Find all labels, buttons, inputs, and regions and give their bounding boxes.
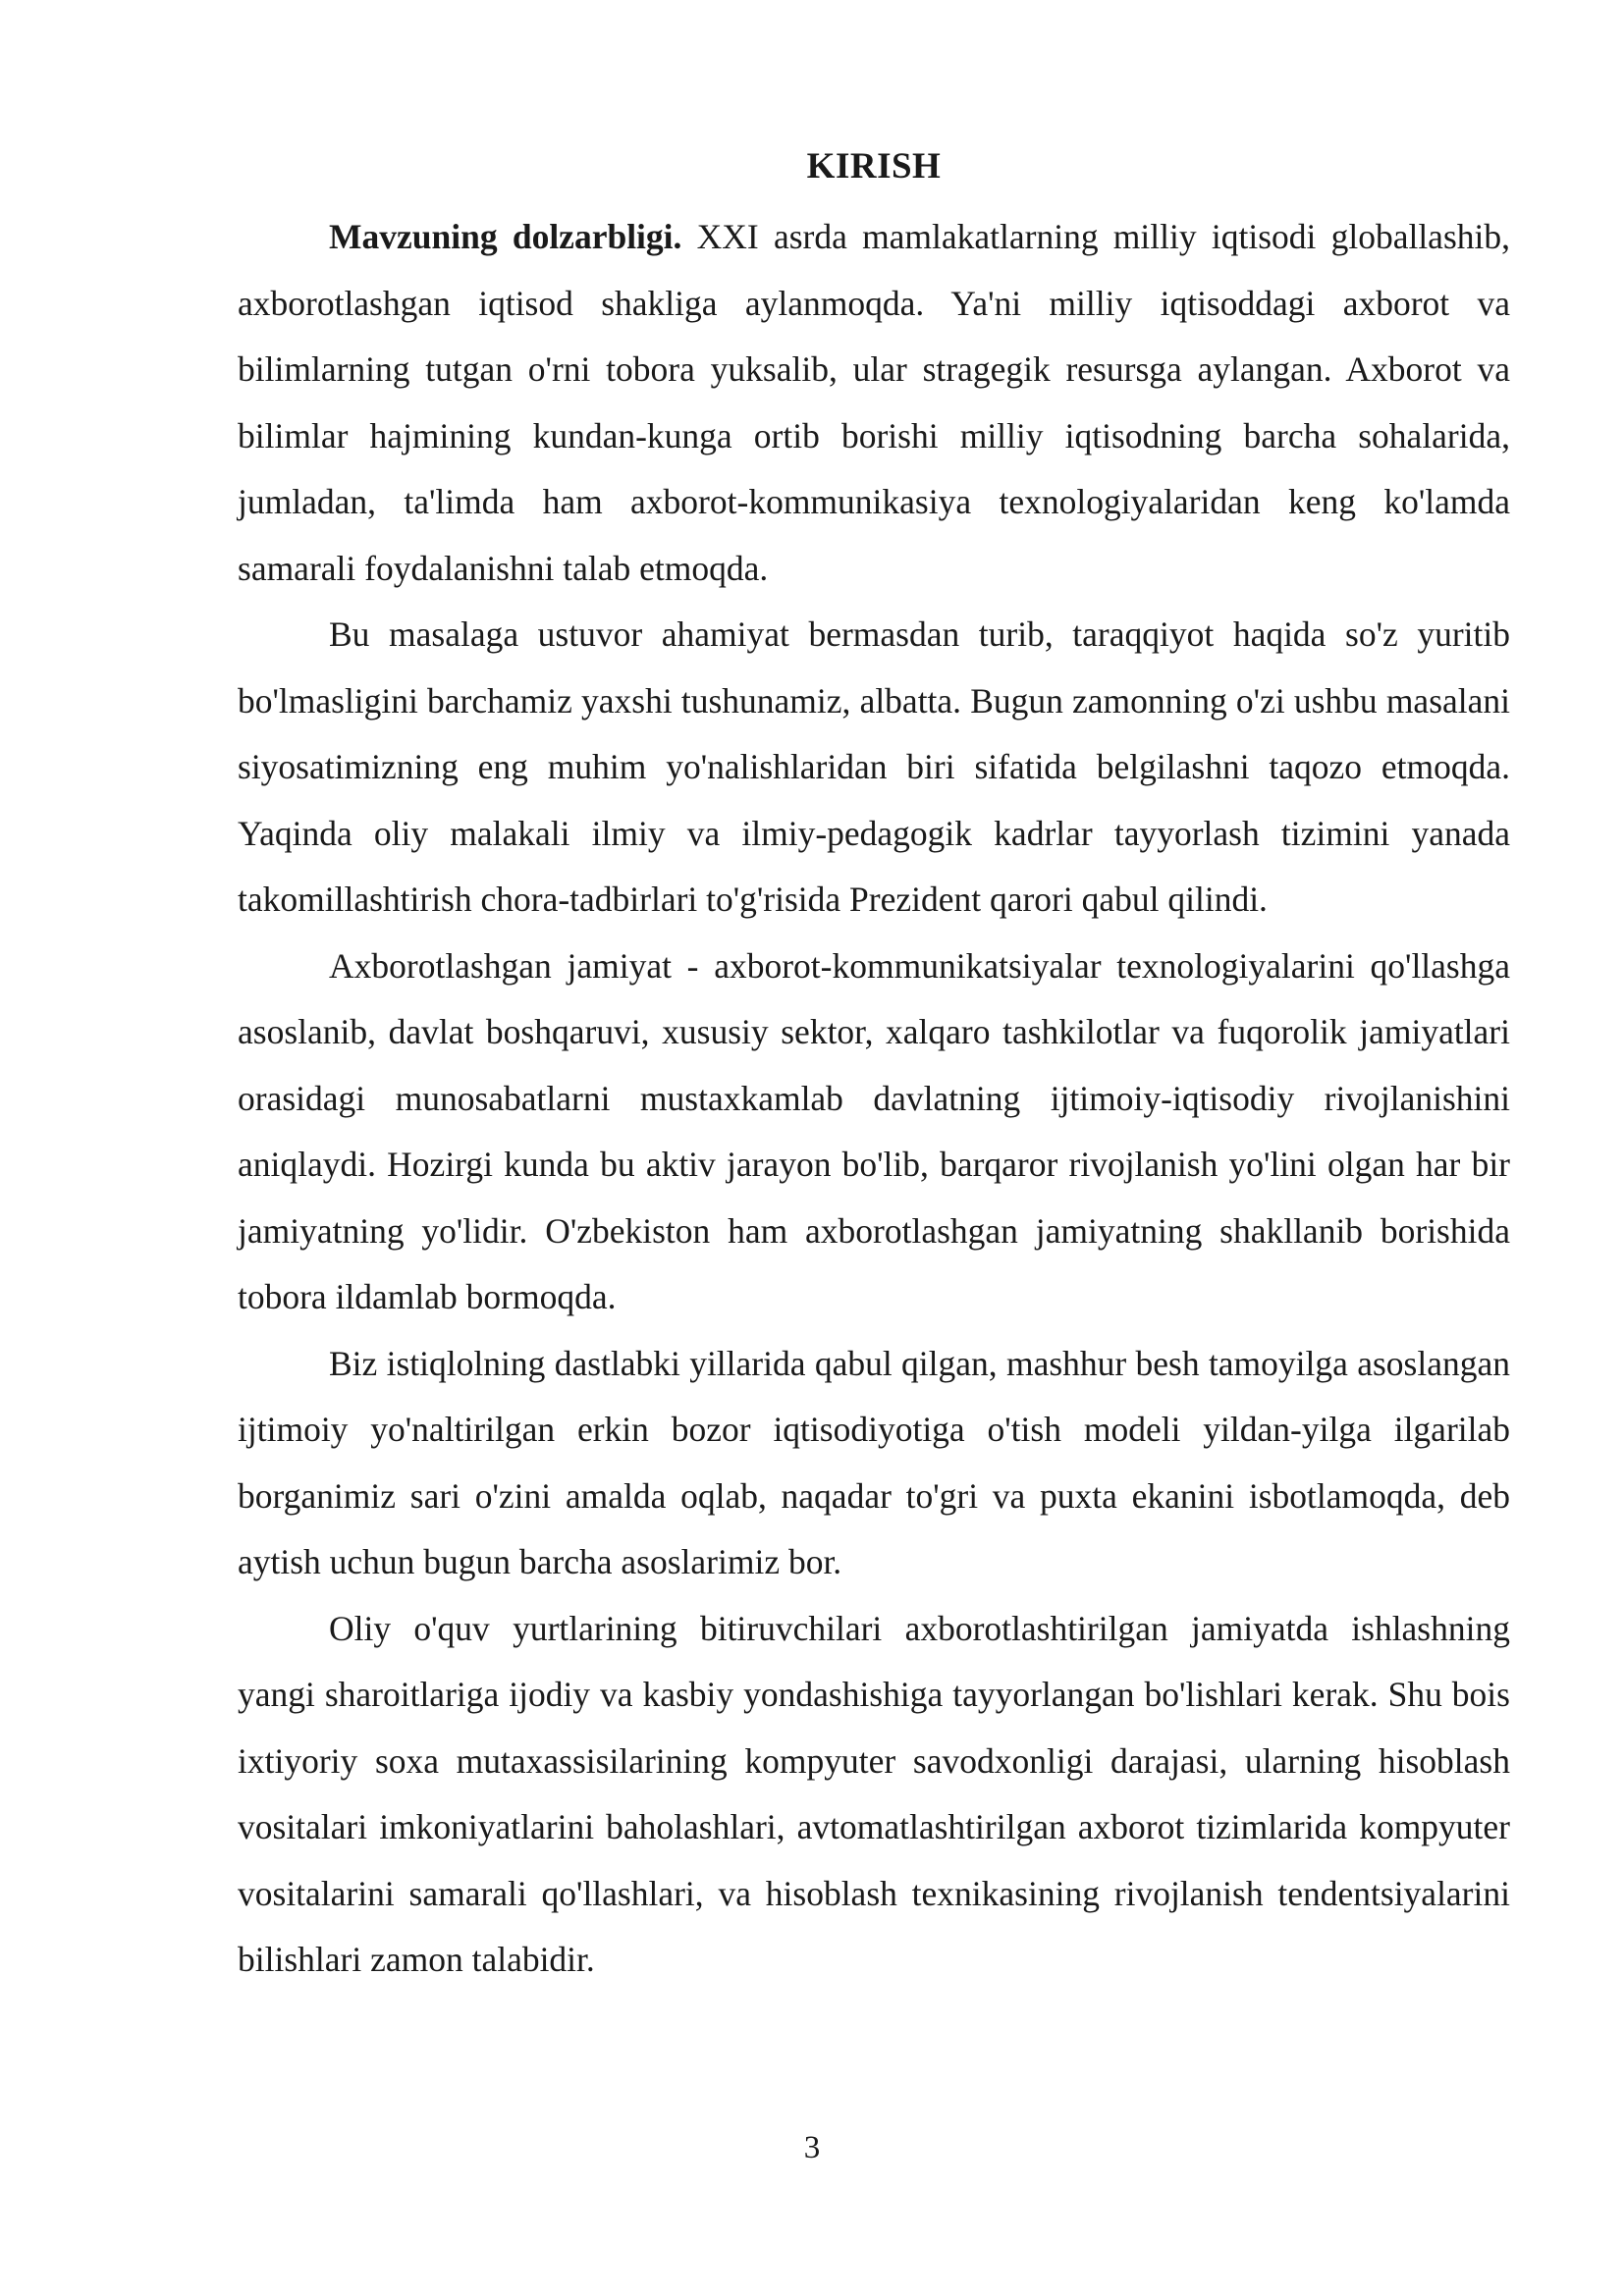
paragraph-relevance [238, 204, 1510, 602]
paragraph: Oliy o'quv yurtlarining bitiruvchilari axborotlashtirilgan jamiyatda ishlashning yangi sharoitlariga ijodiy va kasbiy yondashishiga tayyorlangan bo'lishlari kerak. Shu bois ixtiyoriy soxa mutaxassisilarining kompyuter savodxonligi darajasi, ularning hisoblash vositalari imkoniyatlarini baholashlari, avtomatlashtirilgan axborot tizimlarida kompyuter vositalarini samarali qo'llashlari, va hisoblash texnikasining rivojlanish tendentsiyalarini bilishlari zamon talabidir. [238, 1608, 1510, 1979]
paragraph-text: XXI asrda mamlakatlarning milliy iqtisodi globallashib, axborotlashgan iqtisod shakliga aylanmoqda. Ya'ni milliy iqtisoddagi axborot va bilimlarning tutgan o'rni tobora yuksalib, ular stragegik resursga aylangan. Axborot va bilimlar hajmining kundan-kunga ortib borishi milliy iqtisodning barcha sohalarida, jumladan, ta'limda ham axborot-kommunikasiya texnologiyalaridan keng ko'lamda samarali foydalanishni talab etmoqda. [238, 217, 1510, 588]
paragraph: Axborotlashgan jamiyat - axborot-kommunikatsiyalar texnologiyalarini qo'llashga asoslanib, davlat boshqaruvi, xususiy sektor, xalqaro tashkilotlar va fuqorolik jamiyatlari orasidagi munosabatlarni mustaxkamlab davlatning ijtimoiy-iqtisodiy rivojlanishini aniqlaydi. Hozirgi kunda bu aktiv jarayon bo'lib, barqaror rivojlanish yo'lini olgan har bir jamiyatning yo'lidir. O'zbekiston ham axborotlashgan jamiyatning shakllanib borishida tobora ildamlab bormoqda. [238, 945, 1510, 1316]
paragraph: Bu masalaga ustuvor ahamiyat bermasdan turib, taraqqiyot haqida so'z yuritib bo'lmasligini barchamiz yaxshi tushunamiz, albatta. Bugun zamonning o'zi ushbu masalani siyosatimizning eng muhim yo'nalishlaridan biri sifatida belgilashni taqozo etmoqda. Yaqinda oliy malakali ilmiy va ilmiy-pedagogik kadrlar tayyorlash tizimini yanada takomillashtirish chora-tadbirlari to'g'risida Prezident qarori qabul qilindi. [238, 614, 1510, 919]
paragraph: Biz istiqlolning dastlabki yillarida qabul qilgan, mashhur besh tamoyilga asoslangan ijtimoiy yo'naltirilgan erkin bozor iqtisodiyotiga o'tish modeli yildan-yilga ilgarilab borganimiz sari o'zini amalda oqlab, naqadar to'gri va puxta ekanini isbotlamoqda, deb aytish uchun bugun barcha asoslarimiz bor. [238, 1343, 1510, 1581]
paragraph-lead: Mavzuning dolzarbligi. [329, 217, 682, 256]
page-content [238, 147, 1510, 1994]
page-number: 3 [803, 2130, 821, 2165]
section-heading: KIRISH [806, 146, 942, 187]
